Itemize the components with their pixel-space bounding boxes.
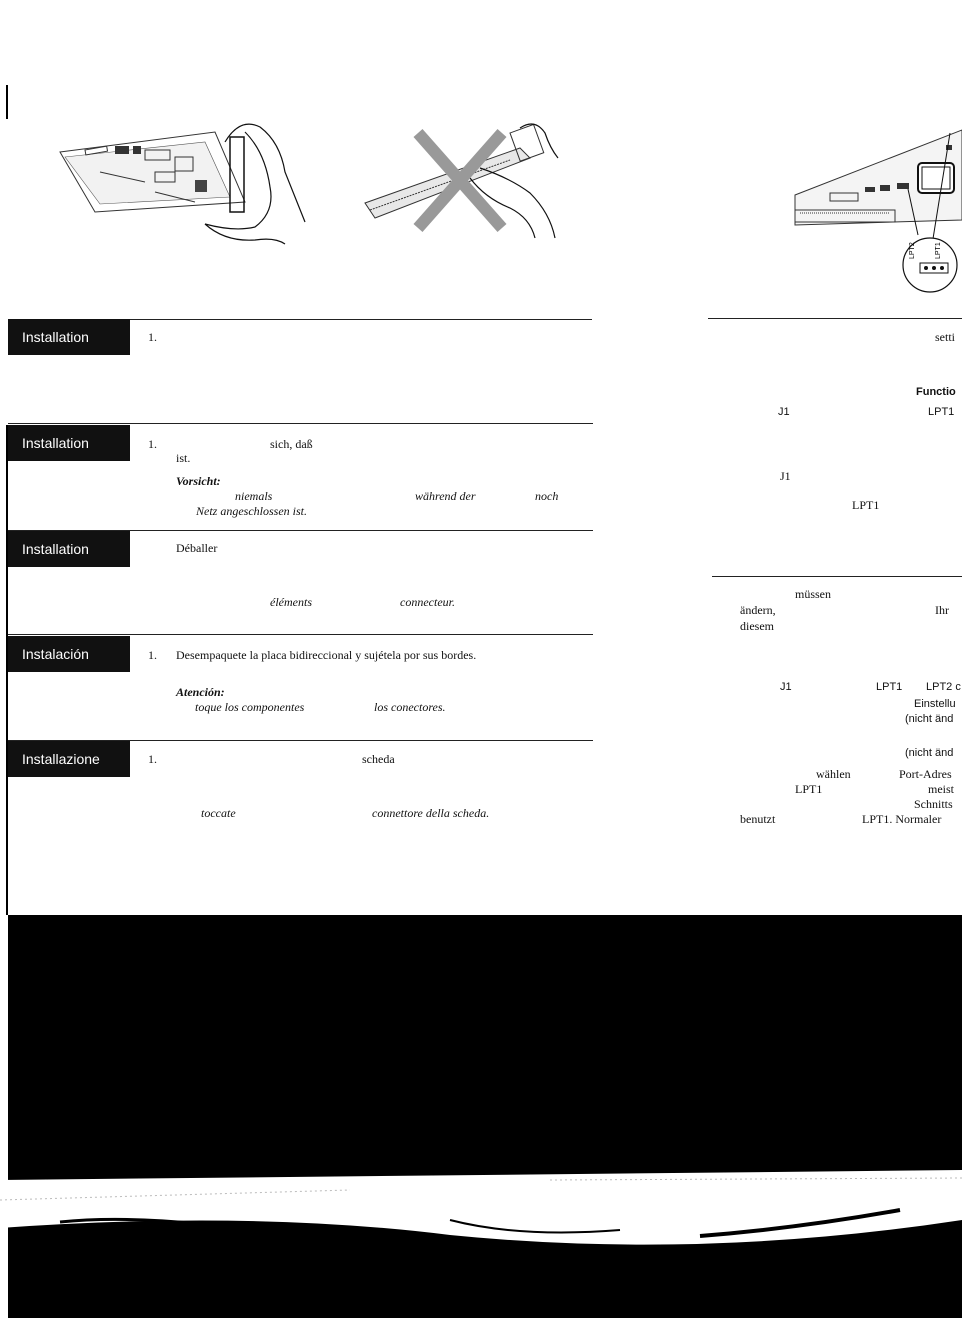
caution-heading: Vorsicht: [176, 474, 221, 488]
text-fragment: connettore della scheda. [372, 806, 490, 820]
right-fragment: ändern, [740, 603, 776, 617]
right-fragment: setti [935, 330, 955, 344]
right-fragment: meist [928, 782, 954, 796]
caution-heading: Atención: [176, 685, 225, 699]
right-fragment: J1 [780, 469, 791, 483]
text-fragment: sich, daß [270, 437, 313, 451]
tab-instalacion-es: Instalación [8, 636, 130, 672]
right-fragment: wählen [816, 767, 851, 781]
section-divider [130, 319, 592, 320]
right-fragment: LPT1 [876, 681, 903, 693]
right-fragment: LPT1 [852, 498, 880, 512]
right-fragment: benutzt [740, 812, 776, 826]
right-fragment: LPT1 [795, 782, 823, 796]
text-fragment: toque los componentes [195, 700, 305, 714]
tab-installation-de: Installation [8, 425, 130, 461]
tab-installation-fr: Installation [8, 531, 130, 567]
right-fragment: Port-Adres [899, 767, 952, 781]
text-fragment: noch [535, 489, 559, 503]
jumper-label-lpt2: LPT2 [909, 242, 916, 259]
right-fragment: (nicht änd [905, 713, 954, 725]
incorrect-handling-illustration [360, 118, 560, 243]
right-fragment: Functio [916, 386, 956, 398]
text-fragment: ist. [176, 451, 191, 465]
text-fragment: niemals [235, 489, 273, 503]
right-fragment: Einstellu [914, 698, 956, 710]
text-fragment: connecteur. [400, 595, 455, 609]
card-handling-illustration [55, 112, 315, 247]
tab-installazione-it: Installazione [8, 741, 130, 777]
right-divider [712, 576, 962, 577]
text-fragment: los conectores. [374, 700, 446, 714]
section-divider [8, 423, 593, 424]
right-fragment: LPT1. Normaler [862, 812, 942, 826]
right-fragment: (nicht änd [905, 747, 954, 759]
right-fragment: J1 [780, 681, 792, 693]
margin-rule-top [6, 85, 8, 119]
tab-installation-en: Installation [8, 319, 130, 355]
text-fragment: scheda [362, 752, 395, 766]
text-fragment: Desempaquete la placa bidireccional y sujétela por sus bordes. [176, 648, 477, 662]
text-fragment: während der [415, 489, 476, 503]
right-fragment: LPT2 c [926, 681, 961, 693]
right-divider [708, 318, 962, 319]
right-fragment: diesem [740, 619, 774, 633]
text-fragment: Déballer [176, 541, 218, 555]
right-fragment: Ihr [935, 603, 949, 617]
text-fragment: toccate [201, 806, 236, 820]
right-fragment: müssen [795, 587, 831, 601]
step-number: 1. [148, 752, 157, 766]
step-number: 1. [148, 330, 157, 344]
section-divider [8, 634, 593, 635]
step-number: 1. [148, 437, 157, 451]
text-fragment: Netz angeschlossen ist. [196, 504, 307, 518]
text-fragment: éléments [270, 595, 312, 609]
step-number: 1. [148, 648, 157, 662]
jumper-j1-illustration [790, 125, 962, 295]
jumper-label-lpt1: LPT1 [935, 242, 942, 259]
right-fragment: Schnitts [914, 797, 953, 811]
right-fragment: LPT1 [928, 406, 955, 418]
scan-noise-band [0, 1150, 962, 1260]
right-fragment: J1 [778, 406, 790, 418]
